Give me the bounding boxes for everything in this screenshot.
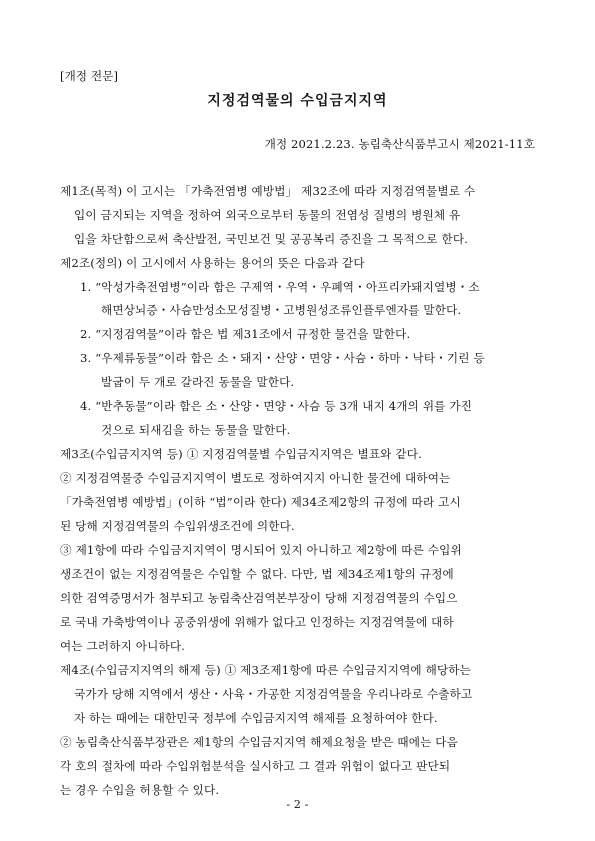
article-3-para-2-line-3: 된 당해 지정검역물의 수입위생조건에 의한다. [60, 519, 295, 533]
article-4-para-2-line-2: 각 호의 절차에 따라 수입위험분석을 실시하고 그 결과 위험이 없다고 판단되 [60, 759, 451, 773]
definition-4-line-2: 것으로 되새김을 하는 동물을 말한다. [101, 423, 291, 437]
page-number: - 2 - [286, 798, 309, 811]
document-title: 지정검역물의 수입금지지역 [207, 93, 388, 109]
article-3-para-3-line-2: 생조건이 없는 지정검역물은 수입할 수 없다. 다만, 법 제34조제1항의 규정에 [60, 567, 454, 581]
definition-1-line-1: 1. “악성가축전염병”이라 함은 구제역・우역・우폐역・아프리카돼지열병・소 [80, 280, 480, 294]
article-3-para-3-line-1: ③ 제1항에 따라 수입금지지역이 명시되어 있지 아니하고 제2항에 따른 수입위 [60, 543, 462, 557]
revision-tag: [개정 전문] [60, 69, 119, 83]
article-1-line-2: 입이 금지되는 지역을 정하여 외국으로부터 동물의 전염성 질병의 병원체 유 [74, 208, 461, 222]
article-4-para-2-line-3: 는 경우 수입을 허용할 수 있다. [60, 783, 220, 797]
article-4-line-2: 국가가 당해 지역에서 생산・사육・가공한 지정검역물을 우리나라로 수출하고 [74, 687, 473, 701]
definition-3-line-1: 3. “우제류동물”이라 함은 소・돼지・산양・면양・사슴・하마・낙타・기린 등 [80, 351, 485, 365]
article-4-para-2-line-1: ② 농림축산식품부장관은 제1항의 수입금지지역 해제요청을 받은 때에는 다음 [60, 735, 458, 749]
article-2-heading: 제2조(정의) 이 고시에서 사용하는 용어의 뜻은 다음과 같다 [60, 256, 365, 270]
article-1-line-1: 제1조(목적) 이 고시는 「가축전염병 예방법」 제32조에 따라 지정검역물별로 수 [60, 184, 476, 198]
definition-3-line-2: 발굽이 두 개로 갈라진 동물을 말한다. [101, 375, 295, 389]
article-3-para-3-line-3: 의한 검역증명서가 첨부되고 농림축산검역본부장이 당해 지정검역물의 수입으 [60, 591, 458, 605]
article-3-line-1: 제3조(수입금지지역 등) ① 지정검역물별 수입금지지역은 별표와 같다. [60, 447, 422, 461]
definition-1-line-2: 해면상뇌증・사슴만성소모성질병・고병원성조류인플루엔자를 말한다. [101, 303, 462, 317]
article-4-line-3: 자 하는 때에는 대한민국 정부에 수입금지지역 해제를 요청하여야 한다. [74, 711, 438, 725]
article-3-para-2-line-1: ② 지정검역물중 수입금지지역이 별도로 정하여지지 아니한 물건에 대하여는 [60, 471, 451, 485]
article-3-para-3-line-4: 로 국내 가축방역이나 공중위생에 위해가 없다고 인정하는 지정검역물에 대하 [60, 615, 454, 629]
revision-notice: 개정 2021.2.23. 농림축산식품부고시 제2021-11호 [264, 137, 535, 151]
article-3-para-2-line-2: 「가축전염병 예방법」(이하 “법”이라 한다) 제34조제2항의 규정에 따라 고시 [60, 495, 461, 509]
article-3-para-3-line-5: 여는 그러하지 아니하다. [60, 639, 186, 653]
definition-4-line-1: 4. “반추동물”이라 함은 소・산양・면양・사슴 등 3개 내지 4개의 위를 가진 [80, 399, 473, 413]
article-4-line-1: 제4조(수입금지지역의 해제 등) ① 제3조제1항에 따른 수입금지지역에 해당하는 [60, 663, 472, 677]
article-1-line-3: 입을 차단함으로써 축산발전, 국민보건 및 공공복리 증진을 그 목적으로 한다. [74, 232, 469, 246]
definition-2: 2. “지정검역물”이라 함은 법 제31조에서 규정한 물건을 말한다. [80, 327, 411, 341]
